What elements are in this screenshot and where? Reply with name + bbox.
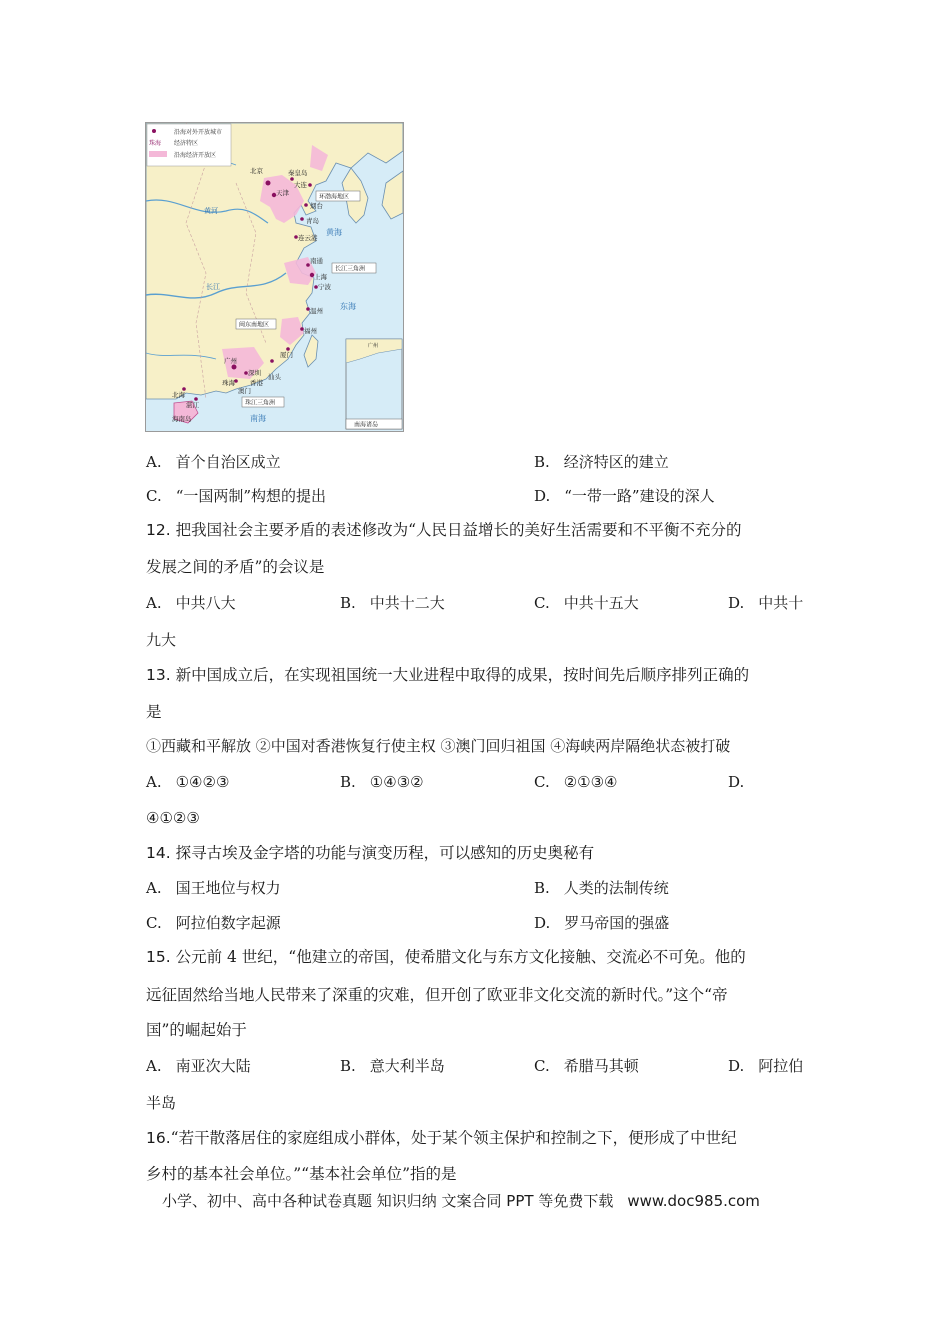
q12-text-line1: 把我国社会主要矛盾的表述修改为“人民日益增长的美好生活需要和不平衡不充分的 xyxy=(175,521,742,539)
q11-option-b xyxy=(534,452,669,472)
q16-number: 16. xyxy=(146,1129,171,1147)
q12-option-d-text: 中共十 xyxy=(758,594,804,612)
label-hainan: 海南岛 xyxy=(172,415,192,423)
q15-option-a-text: 南亚次大陆 xyxy=(175,1057,251,1075)
q15-text-line1: 公元前 4 世纪，“他建立的帝国，使希腊文化与东方文化接触、交流必不可免。他的 xyxy=(175,948,746,966)
q12-option-d-continued: 九大 xyxy=(146,631,177,649)
q12-option-a xyxy=(146,593,236,613)
q15-option-b xyxy=(340,1056,445,1076)
footer-text: 小学、初中、高中各种试卷真题 知识归纳 文案合同 PPT 等免费下载 xyxy=(162,1192,614,1210)
q14-option-a-letter: A. xyxy=(146,879,162,897)
q12-option-b-letter: B. xyxy=(340,594,356,612)
q13-option-c xyxy=(534,772,618,792)
q14-option-a xyxy=(146,878,281,898)
q12-option-d-letter: D. xyxy=(728,594,745,612)
label-yellow-sea: 黄海 xyxy=(326,228,342,237)
footer-url-link[interactable]: www.doc985.com xyxy=(627,1192,760,1210)
q15-option-d-text: 阿拉伯 xyxy=(758,1057,804,1075)
q11-option-a-text: 首个自治区成立 xyxy=(175,453,281,471)
label-fuzhou: 福州 xyxy=(304,327,317,335)
q16-stem-line2: 乡村的基本社会单位。”“基本社会单位”指的是 xyxy=(146,1165,457,1183)
q13-option-c-text: ②①③④ xyxy=(563,773,618,791)
coastal-open-cities-map xyxy=(145,122,404,432)
q13-stem-line1 xyxy=(146,665,749,685)
q13-items: ①西藏和平解放 ②中国对香港恢复行使主权 ③澳门回归祖国 ④海峡两岸隔绝状态被打破 xyxy=(146,737,731,755)
callout-minnan-label: 闽东南地区 xyxy=(239,321,270,329)
legend-region-label: 沿海经济开放区 xyxy=(174,152,217,159)
q12-option-c xyxy=(534,593,639,613)
q12-option-c-text: 中共十五大 xyxy=(563,594,639,612)
callout-bohai-label: 环渤海地区 xyxy=(319,193,350,201)
label-shenzhen: 深圳 xyxy=(248,369,261,377)
q14-option-d-letter: D. xyxy=(534,914,551,932)
q15-option-b-letter: B. xyxy=(340,1057,356,1075)
q13-option-b-text: ①④③② xyxy=(369,773,424,791)
label-qinhuangdao: 秦皇岛 xyxy=(288,169,308,177)
q13-option-d-letter: D. xyxy=(728,773,745,791)
city-dalian-dot xyxy=(308,183,312,187)
q13-option-b-letter: B. xyxy=(340,773,356,791)
q15-option-a-letter: A. xyxy=(146,1057,162,1075)
q12-option-d xyxy=(728,593,803,613)
q15-option-c-letter: C. xyxy=(534,1057,550,1075)
label-huanghe: 黄河 xyxy=(204,207,218,215)
label-qingdao: 青岛 xyxy=(306,217,319,225)
q15-stem-line1 xyxy=(146,947,746,967)
japan-shape xyxy=(382,171,403,219)
q12-option-a-text: 中共八大 xyxy=(175,594,236,612)
q15-stem-line2: 远征固然给当地人民带来了深重的灾难，但开创了欧亚非文化交流的新时代。”这个“帝 xyxy=(146,986,728,1004)
q13-stem-line2: 是 xyxy=(146,703,162,721)
legend-zone-label: 经济特区 xyxy=(174,140,199,147)
q12-option-c-letter: C. xyxy=(534,594,550,612)
q13-number: 13. xyxy=(146,666,171,684)
q14-option-c-letter: C. xyxy=(146,914,162,932)
legend-city-label: 沿海对外开放城市 xyxy=(174,129,223,136)
q12-stem-line1 xyxy=(146,520,742,540)
q11-option-d-text: “一带一路”建设的深人 xyxy=(564,487,715,505)
q14-option-a-text: 国王地位与权力 xyxy=(175,879,281,897)
q13-option-a-text: ①④②③ xyxy=(175,773,230,791)
callout-zhujiang-label: 珠江三角洲 xyxy=(245,399,276,407)
q14-stem-line1 xyxy=(146,843,594,863)
label-xiamen: 厦门 xyxy=(280,351,293,359)
label-lianyungang: 连云港 xyxy=(298,234,318,242)
label-dalian: 大连 xyxy=(294,181,307,189)
map-graphic xyxy=(146,123,403,431)
q15-option-c-text: 希腊马其顿 xyxy=(563,1057,639,1075)
legend-city-dot xyxy=(152,129,156,133)
label-shanghai: 上海 xyxy=(314,273,327,281)
q13-option-a xyxy=(146,772,229,792)
q14-option-c-text: 阿拉伯数字起源 xyxy=(175,914,281,932)
label-east-sea: 东海 xyxy=(340,302,356,311)
q15-option-d-letter: D. xyxy=(728,1057,745,1075)
label-hongkong: 香港 xyxy=(250,379,263,387)
city-guangzhou-dot xyxy=(232,365,237,370)
label-beihai: 北海 xyxy=(172,391,185,399)
city-shantou-dot xyxy=(270,359,274,363)
legend-region-swatch xyxy=(149,151,167,157)
q13-text-line1: 新中国成立后，在实现祖国统一大业进程中取得的成果，按时间先后顺序排列正确的 xyxy=(175,666,750,684)
label-wenzhou: 温州 xyxy=(310,307,323,315)
q14-number: 14. xyxy=(146,844,171,862)
q12-option-b-text: 中共十二大 xyxy=(369,594,445,612)
taiwan-shape xyxy=(304,335,318,367)
q12-option-b xyxy=(340,593,445,613)
city-qingdao-dot xyxy=(300,217,304,221)
q11-option-c-letter: C. xyxy=(146,487,162,505)
legend-zone-sample: 珠海 xyxy=(149,140,162,147)
label-macau: 澳门 xyxy=(238,387,251,395)
city-yantai-dot xyxy=(304,203,308,207)
label-zhuhai: 珠海 xyxy=(222,379,235,387)
q11-option-c-text: “一国两制”构想的提出 xyxy=(175,487,327,505)
inset-caption: 南海诸岛 xyxy=(354,421,379,429)
page-footer xyxy=(162,1190,760,1211)
q14-option-d-text: 罗马帝国的强盛 xyxy=(564,914,670,932)
q11-option-a xyxy=(146,452,281,472)
label-yantai: 烟台 xyxy=(310,202,323,210)
q14-option-b-text: 人类的法制传统 xyxy=(563,879,669,897)
q13-option-d-continued: ④①②③ xyxy=(146,809,200,827)
q15-option-d-continued: 半岛 xyxy=(146,1094,177,1112)
q12-option-a-letter: A. xyxy=(146,594,162,612)
q14-text-line1: 探寻古埃及金字塔的功能与演变历程，可以感知的历史奥秘有 xyxy=(175,844,595,862)
q13-option-c-letter: C. xyxy=(534,773,550,791)
label-guangzhou: 广州 xyxy=(224,357,237,365)
label-south-sea: 南海 xyxy=(250,414,266,423)
q11-option-c xyxy=(146,486,326,506)
q11-option-b-letter: B. xyxy=(534,453,550,471)
label-zhanjiang: 湛江 xyxy=(186,401,199,409)
q12-number: 12. xyxy=(146,521,171,539)
city-beijing-dot xyxy=(266,181,271,186)
q14-option-c xyxy=(146,913,281,933)
q15-option-a xyxy=(146,1056,251,1076)
q15-number: 15. xyxy=(146,948,171,966)
q13-option-b xyxy=(340,772,424,792)
label-ningbo: 宁波 xyxy=(318,283,331,291)
q15-option-c xyxy=(534,1056,639,1076)
q11-option-a-letter: A. xyxy=(146,453,162,471)
q15-stem-line3: 国”的崛起始于 xyxy=(146,1021,247,1039)
q16-stem-line1 xyxy=(146,1128,737,1148)
callout-changjiang-label: 长江三角洲 xyxy=(335,265,366,273)
label-tianjin: 天津 xyxy=(276,189,289,197)
label-beijing: 北京 xyxy=(250,167,263,175)
inset-small-label: 广州 xyxy=(368,343,379,349)
q11-option-d-letter: D. xyxy=(534,487,551,505)
q14-option-b-letter: B. xyxy=(534,879,550,897)
q14-option-d xyxy=(534,913,669,933)
label-shantou: 汕头 xyxy=(268,373,281,381)
q13-option-d xyxy=(728,772,758,792)
q13-option-a-letter: A. xyxy=(146,773,162,791)
q11-option-d xyxy=(534,486,715,506)
q16-text-line1: “若干散落居住的家庭组成小群体，处于某个领主保护和控制之下，便形成了中世纪 xyxy=(170,1129,737,1147)
q14-option-b xyxy=(534,878,669,898)
q12-stem-line2: 发展之间的矛盾”的会议是 xyxy=(146,558,325,576)
q11-option-b-text: 经济特区的建立 xyxy=(563,453,669,471)
label-nantong: 南通 xyxy=(310,257,323,265)
q15-option-b-text: 意大利半岛 xyxy=(369,1057,445,1075)
q15-option-d xyxy=(728,1056,803,1076)
label-changjiang: 长江 xyxy=(206,283,220,291)
